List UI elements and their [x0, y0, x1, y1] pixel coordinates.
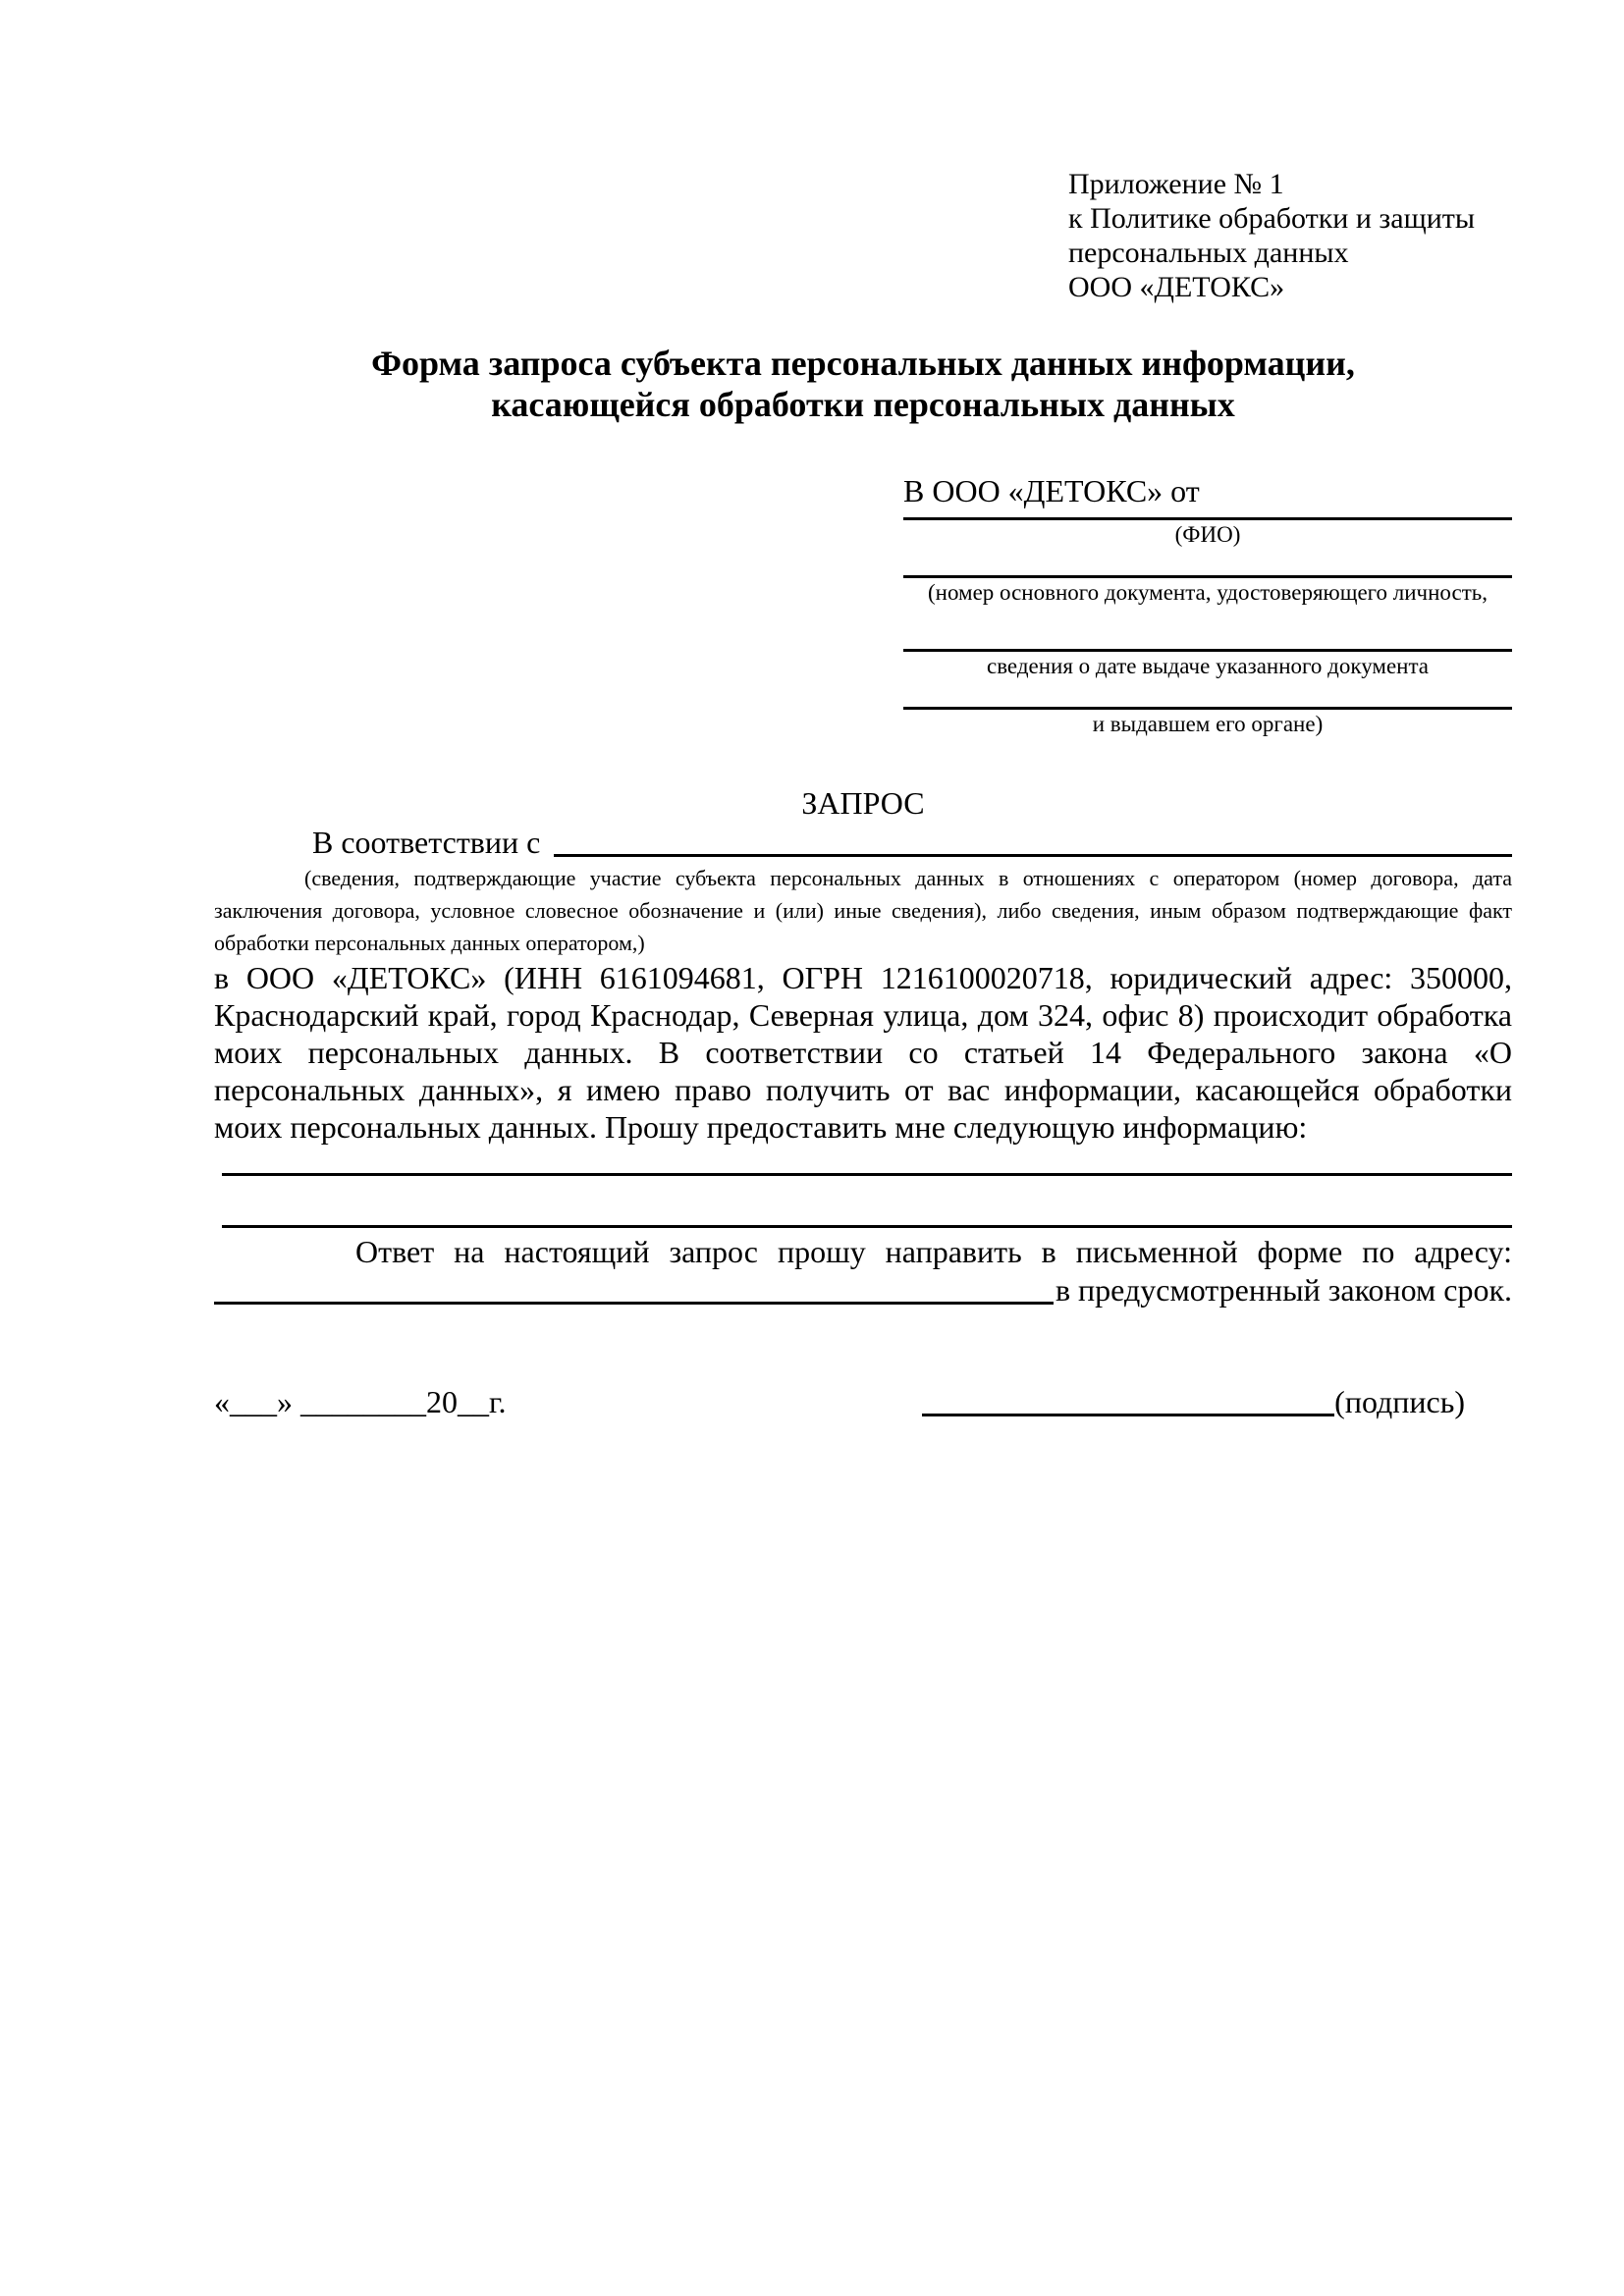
field-doc-issuer-blank[interactable] — [903, 700, 1512, 710]
reply-sentence: Ответ на настоящий запрос прошу направить в письменной форме по адресу: — [355, 1234, 1512, 1269]
basis-blank[interactable] — [554, 854, 1512, 857]
signature-group — [922, 1382, 1465, 1421]
appendix-line: ООО «ДЕТОКС» — [1068, 271, 1285, 303]
addressee-block — [903, 471, 1512, 739]
requested-info-blank-1[interactable] — [222, 1146, 1512, 1176]
field-fio-blank[interactable] — [903, 510, 1512, 520]
title-line-1: Форма запроса субъекта персональных данных информации, — [371, 344, 1355, 383]
reply-address-blank[interactable] — [214, 1302, 1054, 1305]
appendix-line: к Политике обработки и защиты — [1068, 202, 1476, 235]
appendix-line: Приложение № 1 — [1068, 168, 1284, 200]
document-title — [214, 343, 1512, 425]
requested-info-blank-2[interactable] — [222, 1176, 1512, 1228]
field-doc-issue-date-blank[interactable] — [903, 642, 1512, 652]
date-blank[interactable]: «___» ________20__г. — [214, 1384, 507, 1419]
field-fio-caption: (ФИО) — [1174, 522, 1241, 547]
reply-address-row — [214, 1270, 1512, 1309]
field-doc-number-blank[interactable] — [903, 568, 1512, 578]
field-doc-number-caption: (номер основного документа, удостоверяющего личность, — [927, 580, 1488, 605]
reply-closing: в предусмотренный законом срок. — [1055, 1272, 1512, 1308]
field-doc-issue-date-caption: сведения о дате выдаче указанного документа — [986, 654, 1430, 678]
body-paragraph: в ООО «ДЕТОКС» (ИНН 6161094681, ОГРН 1216100020718, юридический адрес: 350000, Краснодарский край, город Краснодар, Северная улица, дом 324, офис 8) происходит обработка моих персональных данных. В соответствии со статьей 14 Федерального закона «О персональных данных», я имею право получить от вас информации, касающейся обработки моих персональных данных. Прошу предоставить мне следующую информацию: — [214, 960, 1512, 1145]
appendix-block — [1068, 167, 1512, 304]
basis-row — [214, 823, 1512, 862]
basis-label: В соответствии с — [312, 825, 541, 860]
appendix-line: персональных данных — [1068, 237, 1349, 269]
title-line-2: касающейся обработки персональных данных — [491, 385, 1235, 424]
signature-caption: (подпись) — [1334, 1384, 1465, 1419]
signature-blank[interactable] — [922, 1414, 1334, 1416]
basis-footnote: (сведения, подтверждающие участие субъекта персональных данных в отношениях с оператором (номер договора, дата заключения договора, условное словесное обозначение и (или) иные сведения), либо сведения, иным образом подтверждающие факт обработки персональных данных оператором,) — [214, 866, 1512, 955]
addressee-to-line: В ООО «ДЕТОКС» от — [903, 473, 1200, 508]
field-doc-issuer-caption: и выдавшем его органе) — [1092, 712, 1324, 736]
signature-row — [214, 1382, 1512, 1421]
request-heading: ЗАПРОС — [801, 785, 925, 821]
